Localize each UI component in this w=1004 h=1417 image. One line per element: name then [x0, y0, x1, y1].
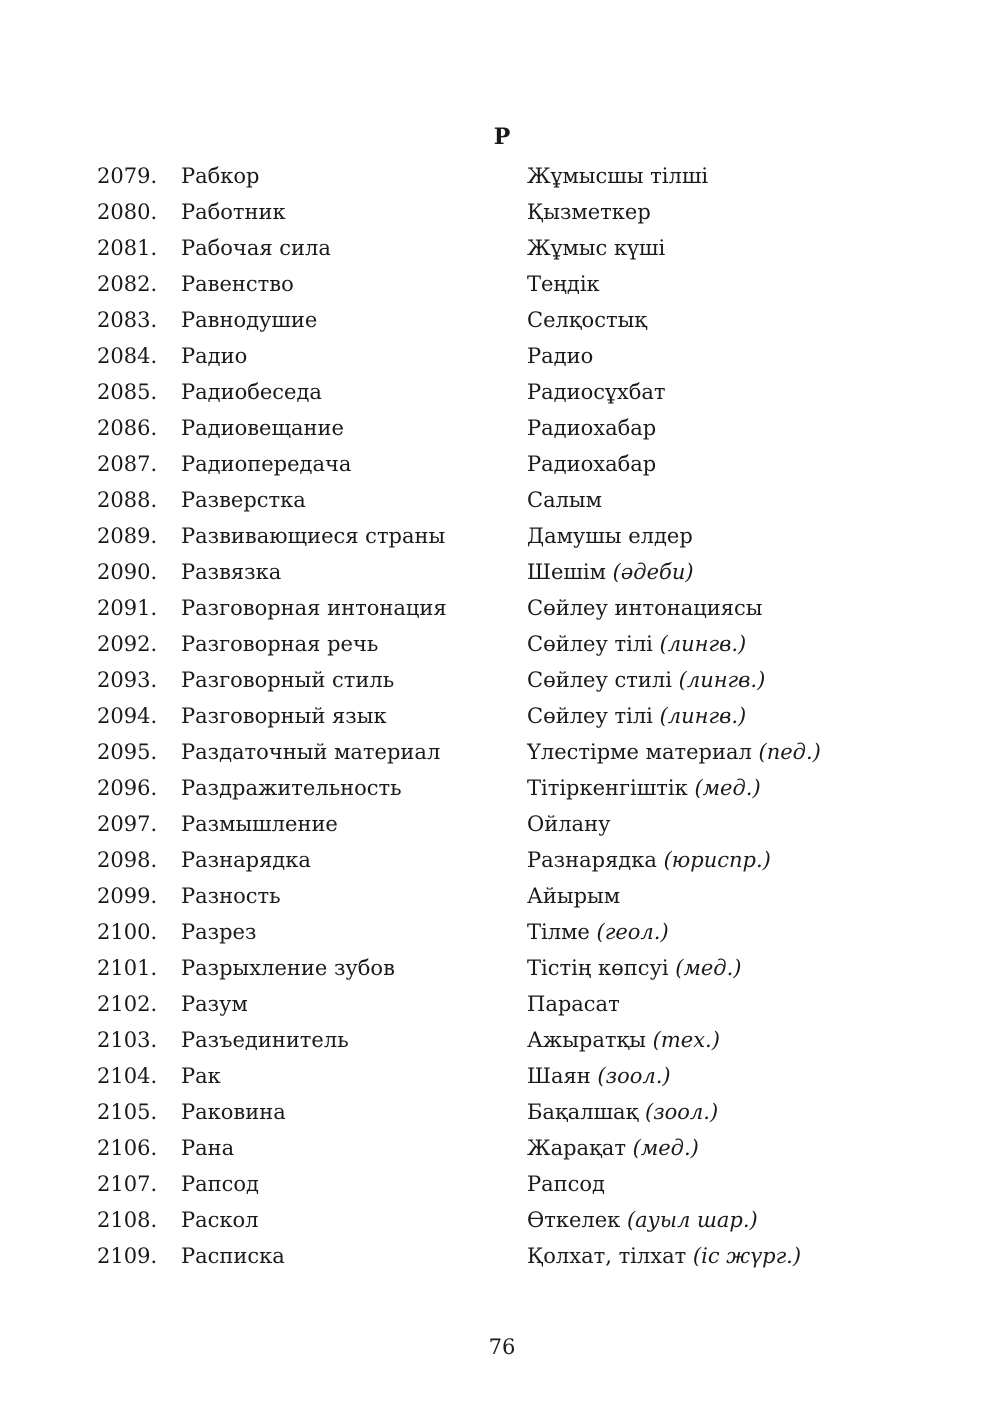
- entry-number: 2088.: [97, 488, 158, 512]
- russian-term: Разговорный стиль: [181, 668, 395, 692]
- entry-row: [0, 842, 1004, 878]
- russian-term: Раздаточный материал: [181, 740, 441, 764]
- entry-number: 2096.: [97, 776, 158, 800]
- kazakh-translation: [527, 554, 967, 590]
- domain-note: (юриспр.): [663, 848, 771, 872]
- kazakh-translation: [527, 698, 967, 734]
- domain-note: (әдеби): [612, 560, 694, 584]
- entry-number: 2104.: [97, 1064, 158, 1088]
- page-number: 76: [488, 1335, 516, 1359]
- kazakh-term: Шаян: [527, 1064, 591, 1088]
- entry-row: [0, 518, 1004, 554]
- kazakh-translation: [527, 1166, 967, 1202]
- domain-note: (лингв.): [659, 632, 747, 656]
- russian-term: Радиопередача: [181, 452, 352, 476]
- kazakh-translation: [527, 626, 967, 662]
- entry-number: 2089.: [97, 524, 158, 548]
- kazakh-translation: [527, 770, 967, 806]
- entry-row: [0, 1094, 1004, 1130]
- kazakh-term: Тітіркенгіштік: [527, 776, 688, 800]
- entry-number: 2109.: [97, 1244, 158, 1268]
- entry-number: 2081.: [97, 236, 158, 260]
- entry-number: 2099.: [97, 884, 158, 908]
- russian-term: Разговорная интонация: [181, 596, 447, 620]
- russian-term: Разрыхление зубов: [181, 956, 395, 980]
- kazakh-term: Жұмыс күші: [527, 236, 666, 260]
- kazakh-term: Бақалшақ: [527, 1100, 639, 1124]
- entry-row: [0, 770, 1004, 806]
- kazakh-translation: [527, 518, 967, 554]
- kazakh-translation: [527, 302, 967, 338]
- kazakh-term: Үлестірме материал: [527, 740, 752, 764]
- entry-number: 2091.: [97, 596, 158, 620]
- domain-note: (мед.): [675, 956, 742, 980]
- russian-term: Развязка: [181, 560, 282, 584]
- kazakh-translation: [527, 734, 967, 770]
- entry-number: 2106.: [97, 1136, 158, 1160]
- section-letter-heading: Р: [493, 124, 511, 150]
- entry-row: [0, 626, 1004, 662]
- kazakh-term: Сөйлеу интонациясы: [527, 596, 763, 620]
- entry-number: 2107.: [97, 1172, 158, 1196]
- entry-number: 2101.: [97, 956, 158, 980]
- entry-number: 2083.: [97, 308, 158, 332]
- entry-row: [0, 878, 1004, 914]
- entry-row: [0, 1022, 1004, 1058]
- kazakh-term: Өткелек: [527, 1208, 621, 1232]
- russian-term: Разъединитель: [181, 1028, 349, 1052]
- kazakh-translation: [527, 842, 967, 878]
- russian-term: Равенство: [181, 272, 294, 296]
- entry-number: 2080.: [97, 200, 158, 224]
- kazakh-translation: [527, 590, 967, 626]
- kazakh-translation: [527, 374, 967, 410]
- russian-term: Рана: [181, 1136, 235, 1160]
- entry-number: 2097.: [97, 812, 158, 836]
- domain-note: (зоол.): [597, 1064, 671, 1088]
- kazakh-term: Радио: [527, 344, 594, 368]
- entry-row: [0, 338, 1004, 374]
- entry-row: [0, 266, 1004, 302]
- kazakh-translation: [527, 1130, 967, 1166]
- entry-number: 2090.: [97, 560, 158, 584]
- russian-term: Разговорная речь: [181, 632, 379, 656]
- kazakh-translation: [527, 986, 967, 1022]
- kazakh-term: Сөйлеу тілі: [527, 632, 653, 656]
- entry-row: [0, 914, 1004, 950]
- kazakh-translation: [527, 158, 967, 194]
- russian-term: Радиобеседа: [181, 380, 322, 404]
- entry-row: [0, 302, 1004, 338]
- russian-term: Развивающиеся страны: [181, 524, 446, 548]
- kazakh-term: Айырым: [527, 884, 621, 908]
- entry-row: [0, 698, 1004, 734]
- entry-row: [0, 662, 1004, 698]
- entry-number: 2105.: [97, 1100, 158, 1124]
- entry-number: 2108.: [97, 1208, 158, 1232]
- russian-term: Рабочая сила: [181, 236, 331, 260]
- kazakh-translation: [527, 266, 967, 302]
- entry-row: [0, 374, 1004, 410]
- entry-number: 2103.: [97, 1028, 158, 1052]
- kazakh-term: Сөйлеу тілі: [527, 704, 653, 728]
- entry-number: 2102.: [97, 992, 158, 1016]
- domain-note: (мед.): [694, 776, 761, 800]
- kazakh-translation: [527, 194, 967, 230]
- entry-row: [0, 734, 1004, 770]
- russian-term: Рапсод: [181, 1172, 259, 1196]
- entry-number: 2095.: [97, 740, 158, 764]
- entry-row: [0, 158, 1004, 194]
- kazakh-term: Радиохабар: [527, 452, 657, 476]
- domain-note: (лингв.): [678, 668, 766, 692]
- kazakh-translation: [527, 806, 967, 842]
- entry-number: 2082.: [97, 272, 158, 296]
- entry-row: [0, 590, 1004, 626]
- kazakh-term: Жарақат: [527, 1136, 626, 1160]
- kazakh-term: Жұмысшы тілші: [527, 164, 709, 188]
- entry-row: [0, 1130, 1004, 1166]
- kazakh-translation: [527, 1094, 967, 1130]
- kazakh-translation: [527, 1058, 967, 1094]
- domain-note: (лингв.): [659, 704, 747, 728]
- kazakh-term: Рапсод: [527, 1172, 605, 1196]
- russian-term: Разум: [181, 992, 248, 1016]
- kazakh-translation: [527, 338, 967, 374]
- entry-row: [0, 194, 1004, 230]
- kazakh-translation: [527, 950, 967, 986]
- kazakh-translation: [527, 446, 967, 482]
- entry-row: [0, 230, 1004, 266]
- russian-term: Разрез: [181, 920, 257, 944]
- entry-row: [0, 482, 1004, 518]
- kazakh-term: Радиохабар: [527, 416, 657, 440]
- kazakh-translation: [527, 1022, 967, 1058]
- russian-term: Разверстка: [181, 488, 306, 512]
- russian-term: Расписка: [181, 1244, 285, 1268]
- entry-row: [0, 950, 1004, 986]
- kazakh-term: Разнарядка: [527, 848, 657, 872]
- russian-term: Разнарядка: [181, 848, 311, 872]
- entry-row: [0, 446, 1004, 482]
- kazakh-term: Радиосұхбат: [527, 380, 666, 404]
- kazakh-term: Қолхат, тілхат: [527, 1244, 687, 1268]
- entry-row: [0, 986, 1004, 1022]
- entry-number: 2094.: [97, 704, 158, 728]
- kazakh-translation: [527, 1202, 967, 1238]
- domain-note: (ауыл шар.): [626, 1208, 758, 1232]
- domain-note: (геол.): [596, 920, 669, 944]
- kazakh-term: Теңдік: [527, 272, 600, 296]
- entry-list: [0, 158, 1004, 1274]
- russian-term: Работник: [181, 200, 286, 224]
- entry-row: [0, 1166, 1004, 1202]
- kazakh-translation: [527, 878, 967, 914]
- russian-term: Равнодушие: [181, 308, 318, 332]
- entry-number: 2100.: [97, 920, 158, 944]
- kazakh-translation: [527, 410, 967, 446]
- entry-row: [0, 806, 1004, 842]
- entry-row: [0, 410, 1004, 446]
- entry-number: 2085.: [97, 380, 158, 404]
- russian-term: Разность: [181, 884, 281, 908]
- kazakh-term: Тілме: [527, 920, 590, 944]
- russian-term: Рабкор: [181, 164, 260, 188]
- kazakh-term: Ойлану: [527, 812, 611, 836]
- entry-row: [0, 1238, 1004, 1274]
- entry-row: [0, 554, 1004, 590]
- russian-term: Рак: [181, 1064, 221, 1088]
- kazakh-translation: [527, 1238, 967, 1274]
- russian-term: Радио: [181, 344, 248, 368]
- kazakh-term: Ажыратқы: [527, 1028, 646, 1052]
- kazakh-term: Парасат: [527, 992, 620, 1016]
- russian-term: Раскол: [181, 1208, 259, 1232]
- domain-note: (іс жүрг.): [692, 1244, 802, 1268]
- kazakh-translation: [527, 662, 967, 698]
- entry-number: 2087.: [97, 452, 158, 476]
- kazakh-term: Шешім: [527, 560, 606, 584]
- kazakh-translation: [527, 482, 967, 518]
- entry-number: 2092.: [97, 632, 158, 656]
- russian-term: Размышление: [181, 812, 338, 836]
- domain-note: (зоол.): [645, 1100, 719, 1124]
- kazakh-term: Тістің көпсуі: [527, 956, 669, 980]
- domain-note: (пед.): [758, 740, 821, 764]
- kazakh-translation: [527, 230, 967, 266]
- russian-term: Разговорный язык: [181, 704, 387, 728]
- entry-number: 2093.: [97, 668, 158, 692]
- entry-number: 2079.: [97, 164, 158, 188]
- kazakh-term: Сөйлеу стилі: [527, 668, 672, 692]
- domain-note: (мед.): [632, 1136, 699, 1160]
- kazakh-term: Қызметкер: [527, 200, 651, 224]
- russian-term: Раздражительность: [181, 776, 402, 800]
- entry-number: 2098.: [97, 848, 158, 872]
- kazakh-translation: [527, 914, 967, 950]
- domain-note: (тех.): [652, 1028, 720, 1052]
- entry-row: [0, 1058, 1004, 1094]
- entry-number: 2084.: [97, 344, 158, 368]
- entry-number: 2086.: [97, 416, 158, 440]
- kazakh-term: Дамушы елдер: [527, 524, 693, 548]
- kazakh-term: Салым: [527, 488, 602, 512]
- russian-term: Раковина: [181, 1100, 286, 1124]
- entry-row: [0, 1202, 1004, 1238]
- kazakh-term: Селқостық: [527, 308, 648, 332]
- russian-term: Радиовещание: [181, 416, 344, 440]
